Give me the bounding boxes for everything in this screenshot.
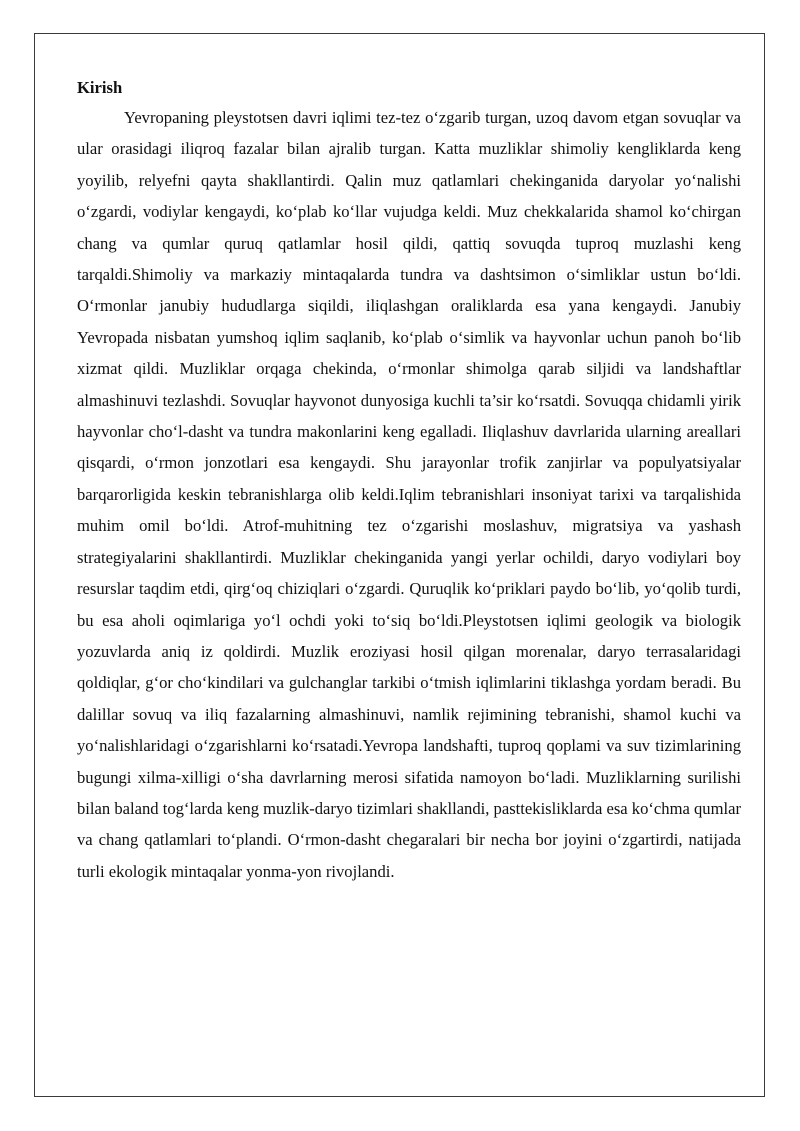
body-paragraph: Yevropaning pleystotsen davri iqlimi tez-tez o‘zgarib turgan, uzoq davom etgan sovuqlar va ular orasidagi iliqroq fazalar bilan ajralib turgan. Katta muzliklar shimoliy kengliklarda keng yoyilib, relyefni qayta shakllantirdi. Qalin muz qatlamlari chekinganida daryolar yo‘nalishi o‘zgardi, vodiylar kengaydi, ko‘plab ko‘llar vujudga keldi. Muz chekkalarida shamol ko‘chirgan chang va qumlar quruq qatlamlar hosil qildi, qattiq sovuqda tuproq muzlashi keng tarqaldi.Shimoliy va markaziy mintaqalarda tundra va dashtsimon o‘simliklar ustun bo‘ldi. O‘rmonlar janubiy hududlarga siqildi, iliqlashgan oraliklarda esa yana kengaydi. Janubiy Yevropada nisbatan yumshoq iqlim saqlanib, ko‘plab o‘simlik va hayvonlar uchun panoh bo‘lib xizmat qildi. Muzliklar orqaga chekinda, o‘rmonlar shimolga qarab siljidi va landshaftlar almashinuvi tezlashdi. Sovuqlar hayvonot dunyosiga kuchli ta’sir ko‘rsatdi. Sovuqqa chidamli yirik hayvonlar cho‘l-dasht va tundra makonlarini keng egalladi. Iliqlashuv davrlarida ularning areallari qisqardi, o‘rmon jonzotlari esa kengaydi. Shu jarayonlar trofik zanjirlar va populyatsiyalar barqarorligida keskin tebranishlarga olib keldi.Iqlim tebranishlari insoniyat tarixi va tarqalishida muhim omil bo‘ldi. Atrof-muhitning tez o‘zgarishi moslashuv, migratsiya va yashash strategiyalarini shakllantirdi. Muzliklar chekinganida yangi yerlar ochildi, daryo vodiylari boy resurslar taqdim etdi, qirg‘oq chiziqlari o‘zgardi. Quruqlik ko‘priklari paydo bo‘lib, yo‘qolib turdi, bu esa aholi oqimlariga yo‘l ochdi yoki to‘siq bo‘ldi.Pleystotsen iqlimi geologik va biologik yozuvlarda aniq iz qoldirdi. Muzlik eroziyasi hosil qilgan morenalar, daryo terrasalaridagi qoldiqlar, g‘or cho‘kindilari va gulchanglar tarkibi o‘tmish iqlimlarini tiklashga yordam beradi. Bu dalillar sovuq va iliq fazalarning almashinuvi, namlik rejimining tebranishi, shamol kuchi va yo‘nalishlaridagi o‘zgarishlarni ko‘rsatadi.Yevropa landshafti, tuproq qoplami va suv tizimlarining bugungi xilma-xilligi o‘sha davrlarning merosi sifatida namoyon bo‘ladi. Muzliklarning surilishi bilan baland tog‘larda keng muzlik-daryo tizimlari shakllandi, pasttekisliklarda esa ko‘chma qumlar va chang qatlamlari to‘plandi. O‘rmon-dasht chegaralari bir necha bor joyini o‘zgartirdi, natijada turli ekologik mintaqalar yonma-yon rivojlandi. <box>77 108 742 881</box>
document-content <box>77 74 741 887</box>
section-heading: Kirish <box>77 78 123 97</box>
